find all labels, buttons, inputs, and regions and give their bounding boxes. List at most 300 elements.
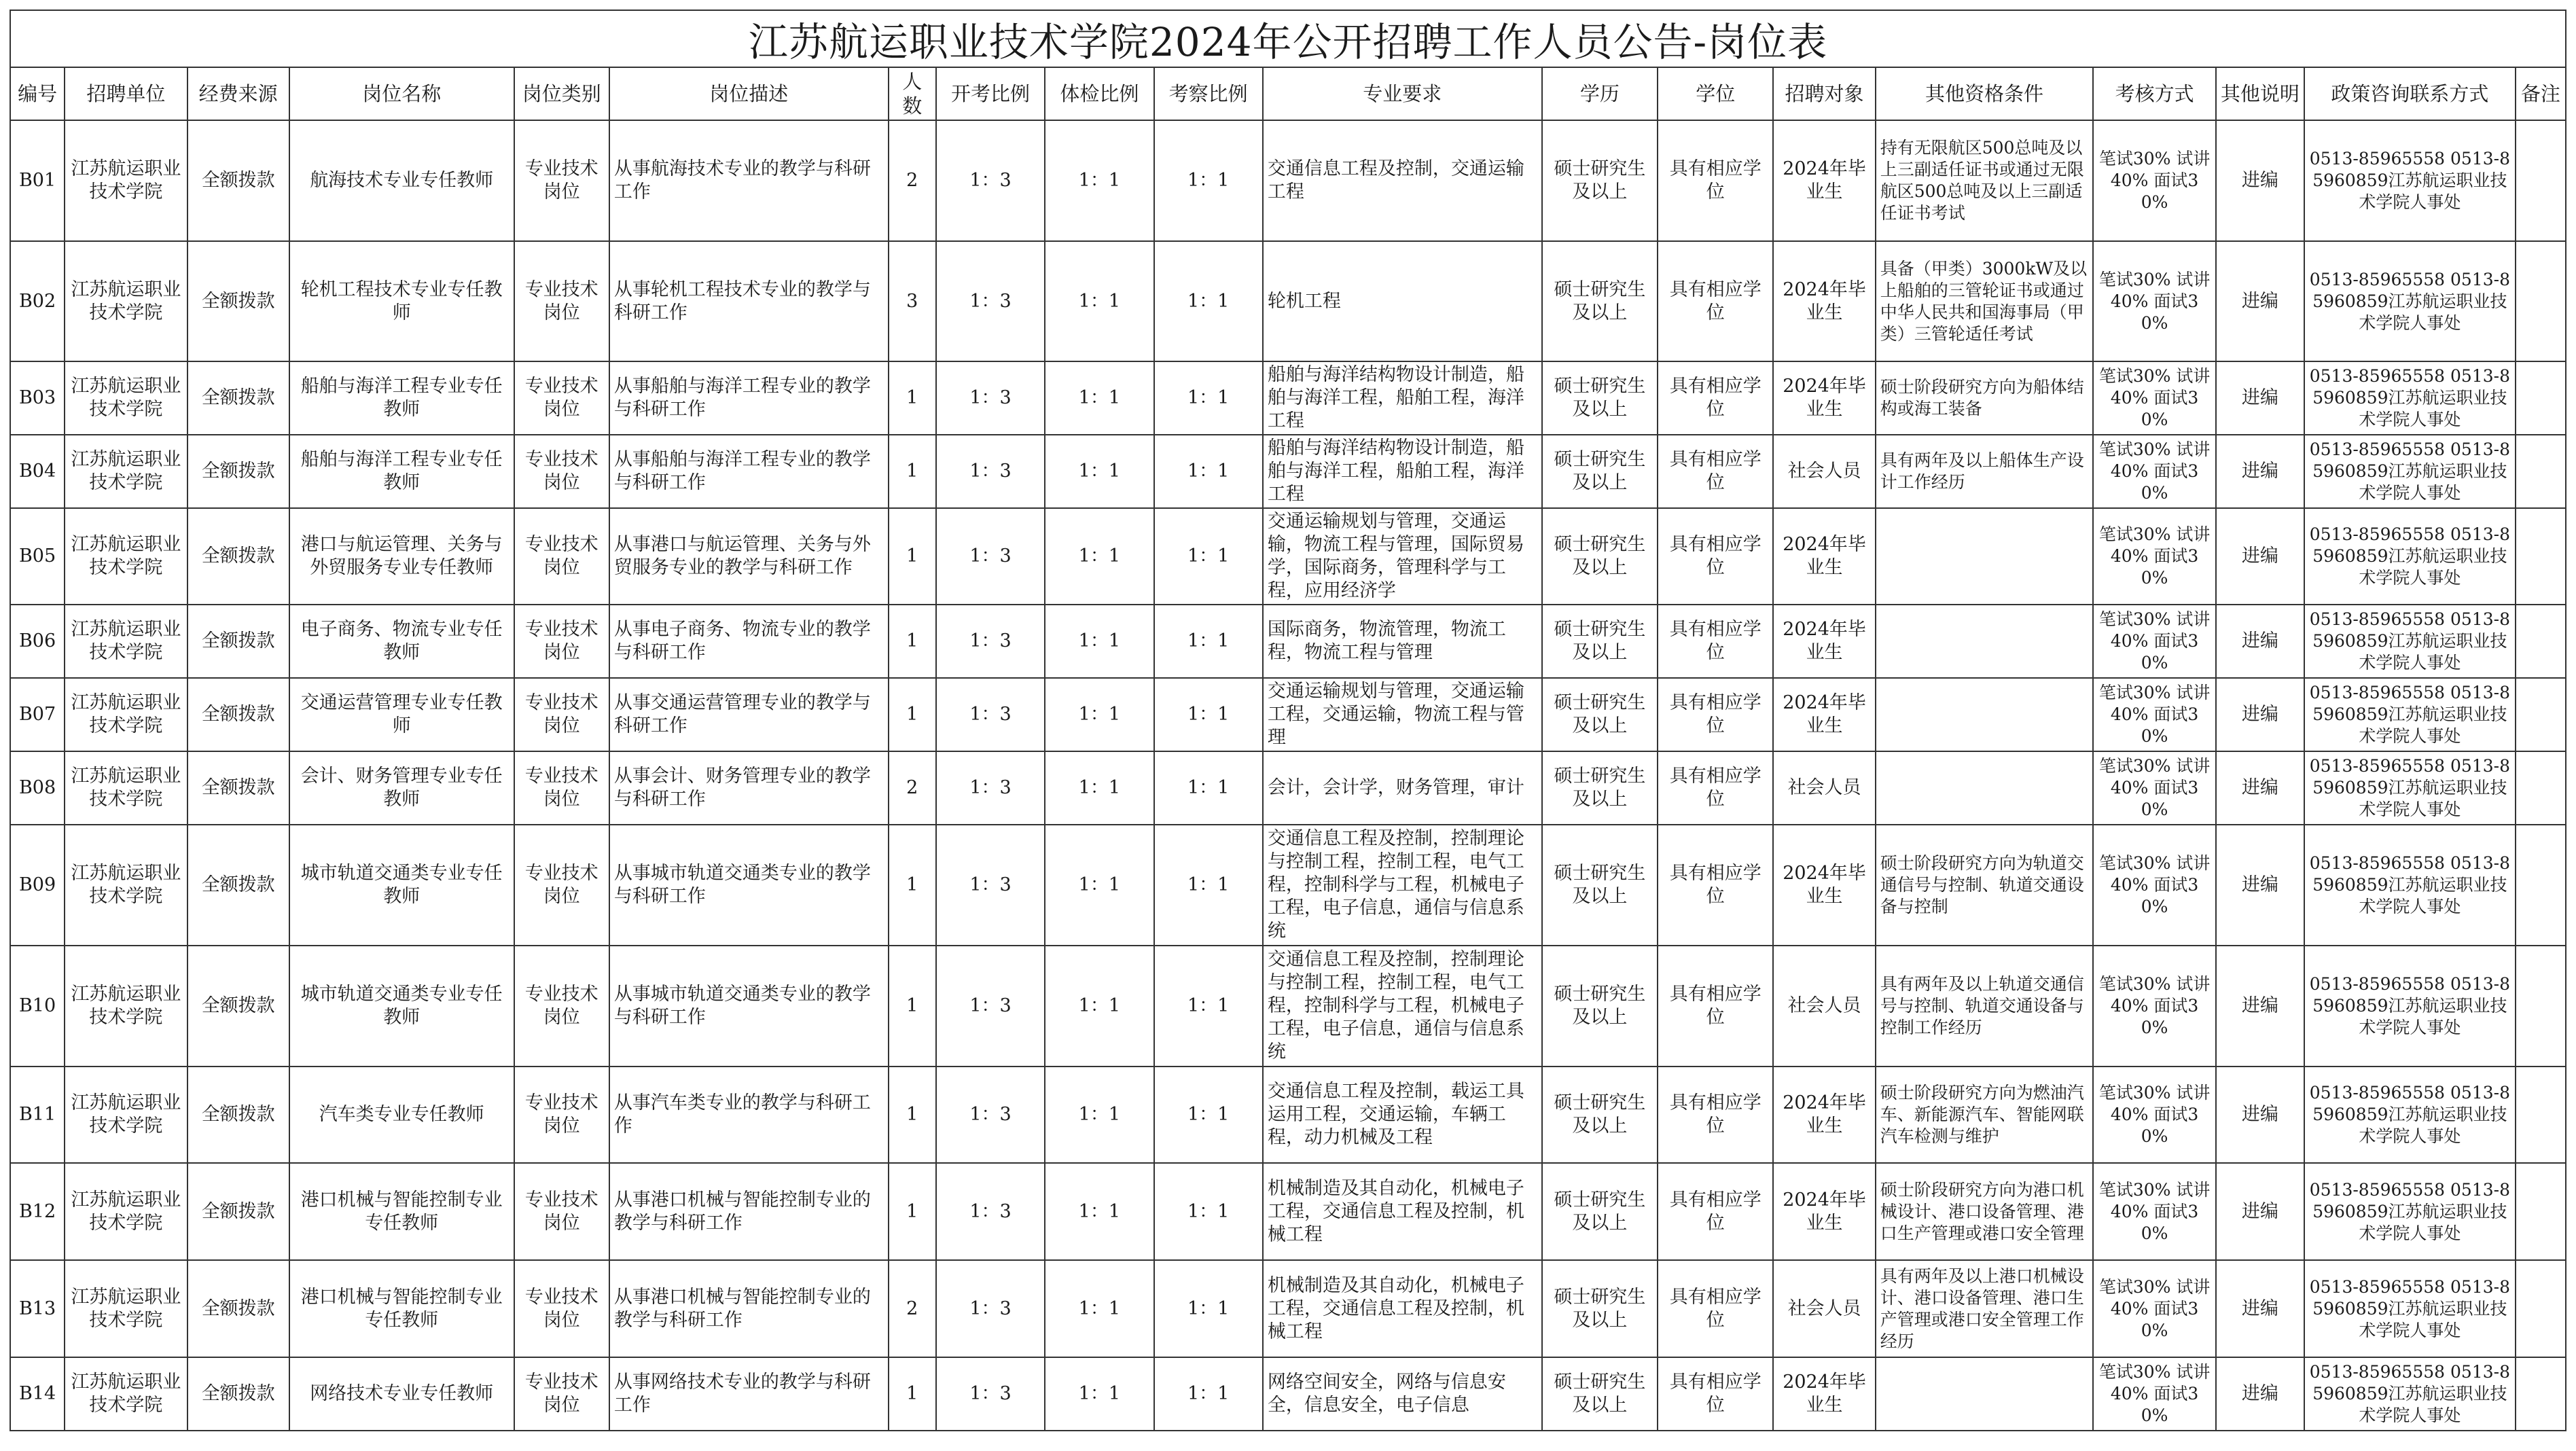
cell-funding: 全额拨款 — [187, 435, 289, 508]
cell-exam-ratio: 1：3 — [936, 508, 1045, 605]
col-header: 招聘单位 — [65, 67, 187, 120]
cell-contact: 0513-85965558 0513-85960859江苏航运职业技术学院人事处 — [2304, 1067, 2516, 1163]
cell-exam-ratio: 1：3 — [936, 241, 1045, 361]
cell-review-ratio: 1：1 — [1154, 120, 1263, 241]
cell-category: 专业技术岗位 — [514, 361, 609, 435]
cell-target: 2024年毕业生 — [1773, 241, 1875, 361]
cell-note: 进编 — [2216, 605, 2304, 678]
cell-description: 从事汽车类专业的教学与科研工作 — [609, 1067, 889, 1163]
cell-contact: 0513-85965558 0513-85960859江苏航运职业技术学院人事处 — [2304, 751, 2516, 825]
cell-degree: 具有相应学位 — [1658, 751, 1773, 825]
cell-category: 专业技术岗位 — [514, 435, 609, 508]
col-header: 备注 — [2516, 67, 2566, 120]
cell-position: 轮机工程技术专业专任教师 — [289, 241, 514, 361]
col-header: 学历 — [1542, 67, 1658, 120]
cell-id: B01 — [10, 120, 65, 241]
cell-education: 硕士研究生及以上 — [1542, 1067, 1658, 1163]
cell-other — [1876, 508, 2094, 605]
cell-contact: 0513-85965558 0513-85960859江苏航运职业技术学院人事处 — [2304, 605, 2516, 678]
cell-description: 从事城市轨道交通类专业的教学与科研工作 — [609, 946, 889, 1067]
cell-exam-ratio: 1：3 — [936, 678, 1045, 751]
cell-other — [1876, 1357, 2094, 1431]
cell-remark — [2516, 1067, 2566, 1163]
cell-unit: 江苏航运职业技术学院 — [65, 678, 187, 751]
cell-assessment: 笔试30% 试讲40% 面试30% — [2093, 751, 2215, 825]
job-table — [10, 67, 2566, 1431]
cell-contact: 0513-85965558 0513-85960859江苏航运职业技术学院人事处 — [2304, 120, 2516, 241]
cell-id: B05 — [10, 508, 65, 605]
table-row — [10, 678, 2566, 751]
cell-count: 1 — [889, 1357, 936, 1431]
cell-position: 城市轨道交通类专业专任教师 — [289, 825, 514, 946]
cell-medical-ratio: 1：1 — [1045, 678, 1153, 751]
cell-target: 2024年毕业生 — [1773, 605, 1875, 678]
cell-description: 从事航海技术专业的教学与科研工作 — [609, 120, 889, 241]
cell-count: 1 — [889, 605, 936, 678]
cell-category: 专业技术岗位 — [514, 241, 609, 361]
col-header: 编号 — [10, 67, 65, 120]
cell-education: 硕士研究生及以上 — [1542, 946, 1658, 1067]
cell-id: B06 — [10, 605, 65, 678]
cell-description: 从事电子商务、物流专业的教学与科研工作 — [609, 605, 889, 678]
cell-category: 专业技术岗位 — [514, 751, 609, 825]
table-row — [10, 120, 2566, 241]
cell-education: 硕士研究生及以上 — [1542, 605, 1658, 678]
cell-exam-ratio: 1：3 — [936, 1163, 1045, 1260]
cell-degree: 具有相应学位 — [1658, 361, 1773, 435]
cell-remark — [2516, 751, 2566, 825]
cell-target: 2024年毕业生 — [1773, 120, 1875, 241]
cell-count: 1 — [889, 1067, 936, 1163]
cell-note: 进编 — [2216, 1260, 2304, 1357]
cell-exam-ratio: 1：3 — [936, 605, 1045, 678]
col-header: 考察比例 — [1154, 67, 1263, 120]
cell-position: 交通运营管理专业专任教师 — [289, 678, 514, 751]
cell-position: 港口机械与智能控制专业专任教师 — [289, 1260, 514, 1357]
cell-assessment: 笔试30% 试讲40% 面试30% — [2093, 435, 2215, 508]
cell-education: 硕士研究生及以上 — [1542, 1260, 1658, 1357]
cell-education: 硕士研究生及以上 — [1542, 678, 1658, 751]
cell-exam-ratio: 1：3 — [936, 751, 1045, 825]
cell-exam-ratio: 1：3 — [936, 120, 1045, 241]
cell-unit: 江苏航运职业技术学院 — [65, 120, 187, 241]
cell-major: 船舶与海洋结构物设计制造，船舶与海洋工程，船舶工程，海洋工程 — [1263, 361, 1542, 435]
col-header: 岗位类别 — [514, 67, 609, 120]
table-row — [10, 946, 2566, 1067]
cell-unit: 江苏航运职业技术学院 — [65, 435, 187, 508]
cell-degree: 具有相应学位 — [1658, 508, 1773, 605]
cell-remark — [2516, 1163, 2566, 1260]
cell-id: B04 — [10, 435, 65, 508]
cell-id: B02 — [10, 241, 65, 361]
cell-category: 专业技术岗位 — [514, 946, 609, 1067]
cell-count: 2 — [889, 751, 936, 825]
cell-unit: 江苏航运职业技术学院 — [65, 1067, 187, 1163]
cell-review-ratio: 1：1 — [1154, 678, 1263, 751]
cell-contact: 0513-85965558 0513-85960859江苏航运职业技术学院人事处 — [2304, 825, 2516, 946]
cell-count: 3 — [889, 241, 936, 361]
cell-target: 2024年毕业生 — [1773, 1067, 1875, 1163]
cell-remark — [2516, 361, 2566, 435]
table-row — [10, 1163, 2566, 1260]
cell-assessment: 笔试30% 试讲40% 面试30% — [2093, 1260, 2215, 1357]
cell-funding: 全额拨款 — [187, 946, 289, 1067]
cell-category: 专业技术岗位 — [514, 508, 609, 605]
cell-note: 进编 — [2216, 508, 2304, 605]
cell-target: 2024年毕业生 — [1773, 508, 1875, 605]
cell-major: 船舶与海洋结构物设计制造，船舶与海洋工程，船舶工程，海洋工程 — [1263, 435, 1542, 508]
cell-exam-ratio: 1：3 — [936, 1067, 1045, 1163]
cell-description: 从事港口机械与智能控制专业的教学与科研工作 — [609, 1260, 889, 1357]
cell-major: 机械制造及其自动化，机械电子工程，交通信息工程及控制，机械工程 — [1263, 1163, 1542, 1260]
cell-position: 港口与航运管理、关务与外贸服务专业专任教师 — [289, 508, 514, 605]
cell-other: 硕士阶段研究方向为港口机械设计、港口设备管理、港口生产管理或港口安全管理 — [1876, 1163, 2094, 1260]
table-header-row — [10, 67, 2566, 120]
col-header: 考核方式 — [2093, 67, 2215, 120]
cell-education: 硕士研究生及以上 — [1542, 825, 1658, 946]
cell-assessment: 笔试30% 试讲40% 面试30% — [2093, 361, 2215, 435]
table-row — [10, 1357, 2566, 1431]
cell-review-ratio: 1：1 — [1154, 1357, 1263, 1431]
cell-assessment: 笔试30% 试讲40% 面试30% — [2093, 1163, 2215, 1260]
cell-education: 硕士研究生及以上 — [1542, 361, 1658, 435]
cell-funding: 全额拨款 — [187, 120, 289, 241]
cell-count: 1 — [889, 678, 936, 751]
cell-degree: 具有相应学位 — [1658, 678, 1773, 751]
cell-assessment: 笔试30% 试讲40% 面试30% — [2093, 946, 2215, 1067]
cell-remark — [2516, 678, 2566, 751]
col-header: 其他资格条件 — [1876, 67, 2094, 120]
cell-description: 从事港口机械与智能控制专业的教学与科研工作 — [609, 1163, 889, 1260]
col-header: 经费来源 — [187, 67, 289, 120]
cell-other — [1876, 678, 2094, 751]
cell-remark — [2516, 605, 2566, 678]
cell-review-ratio: 1：1 — [1154, 946, 1263, 1067]
cell-medical-ratio: 1：1 — [1045, 1163, 1153, 1260]
cell-unit: 江苏航运职业技术学院 — [65, 1357, 187, 1431]
cell-id: B10 — [10, 946, 65, 1067]
cell-other: 硕士阶段研究方向为轨道交通信号与控制、轨道交通设备与控制 — [1876, 825, 2094, 946]
cell-id: B14 — [10, 1357, 65, 1431]
cell-major: 轮机工程 — [1263, 241, 1542, 361]
cell-note: 进编 — [2216, 678, 2304, 751]
cell-contact: 0513-85965558 0513-85960859江苏航运职业技术学院人事处 — [2304, 361, 2516, 435]
cell-major: 机械制造及其自动化，机械电子工程，交通信息工程及控制，机械工程 — [1263, 1260, 1542, 1357]
cell-unit: 江苏航运职业技术学院 — [65, 605, 187, 678]
cell-other: 具有两年及以上轨道交通信号与控制、轨道交通设备与控制工作经历 — [1876, 946, 2094, 1067]
cell-assessment: 笔试30% 试讲40% 面试30% — [2093, 825, 2215, 946]
cell-description: 从事城市轨道交通类专业的教学与科研工作 — [609, 825, 889, 946]
cell-category: 专业技术岗位 — [514, 1067, 609, 1163]
cell-category: 专业技术岗位 — [514, 678, 609, 751]
cell-education: 硕士研究生及以上 — [1542, 751, 1658, 825]
cell-description: 从事船舶与海洋工程专业的教学与科研工作 — [609, 361, 889, 435]
col-header: 招聘对象 — [1773, 67, 1875, 120]
cell-note: 进编 — [2216, 1163, 2304, 1260]
cell-other: 硕士阶段研究方向为船体结构或海工装备 — [1876, 361, 2094, 435]
cell-funding: 全额拨款 — [187, 1260, 289, 1357]
cell-unit: 江苏航运职业技术学院 — [65, 241, 187, 361]
cell-degree: 具有相应学位 — [1658, 1357, 1773, 1431]
cell-count: 2 — [889, 120, 936, 241]
cell-exam-ratio: 1：3 — [936, 825, 1045, 946]
cell-other — [1876, 605, 2094, 678]
col-header: 专业要求 — [1263, 67, 1542, 120]
cell-medical-ratio: 1：1 — [1045, 361, 1153, 435]
cell-note: 进编 — [2216, 241, 2304, 361]
col-header: 政策咨询联系方式 — [2304, 67, 2516, 120]
cell-target: 2024年毕业生 — [1773, 1357, 1875, 1431]
cell-education: 硕士研究生及以上 — [1542, 1163, 1658, 1260]
cell-funding: 全额拨款 — [187, 361, 289, 435]
cell-description: 从事轮机工程技术专业的教学与科研工作 — [609, 241, 889, 361]
cell-remark — [2516, 120, 2566, 241]
cell-target: 社会人员 — [1773, 946, 1875, 1067]
cell-medical-ratio: 1：1 — [1045, 605, 1153, 678]
cell-unit: 江苏航运职业技术学院 — [65, 946, 187, 1067]
cell-contact: 0513-85965558 0513-85960859江苏航运职业技术学院人事处 — [2304, 946, 2516, 1067]
cell-degree: 具有相应学位 — [1658, 946, 1773, 1067]
cell-assessment: 笔试30% 试讲40% 面试30% — [2093, 678, 2215, 751]
cell-major: 交通运输规划与管理，交通运输工程，交通运输，物流工程与管理 — [1263, 678, 1542, 751]
cell-position: 汽车类专业专任教师 — [289, 1067, 514, 1163]
cell-remark — [2516, 825, 2566, 946]
cell-degree: 具有相应学位 — [1658, 825, 1773, 946]
table-row — [10, 435, 2566, 508]
cell-note: 进编 — [2216, 435, 2304, 508]
cell-category: 专业技术岗位 — [514, 1260, 609, 1357]
cell-note: 进编 — [2216, 1357, 2304, 1431]
cell-target: 社会人员 — [1773, 435, 1875, 508]
table-row — [10, 1067, 2566, 1163]
cell-contact: 0513-85965558 0513-85960859江苏航运职业技术学院人事处 — [2304, 1260, 2516, 1357]
cell-funding: 全额拨款 — [187, 678, 289, 751]
cell-major: 网络空间安全，网络与信息安全，信息安全，电子信息 — [1263, 1357, 1542, 1431]
cell-funding: 全额拨款 — [187, 508, 289, 605]
cell-review-ratio: 1：1 — [1154, 361, 1263, 435]
cell-count: 1 — [889, 825, 936, 946]
cell-medical-ratio: 1：1 — [1045, 946, 1153, 1067]
cell-remark — [2516, 946, 2566, 1067]
cell-education: 硕士研究生及以上 — [1542, 1357, 1658, 1431]
cell-unit: 江苏航运职业技术学院 — [65, 825, 187, 946]
cell-note: 进编 — [2216, 1067, 2304, 1163]
cell-note: 进编 — [2216, 946, 2304, 1067]
cell-count: 1 — [889, 946, 936, 1067]
cell-category: 专业技术岗位 — [514, 605, 609, 678]
cell-contact: 0513-85965558 0513-85960859江苏航运职业技术学院人事处 — [2304, 508, 2516, 605]
cell-major: 交通运输规划与管理，交通运输，物流工程与管理，国际贸易学，国际商务，管理科学与工程，应用经济学 — [1263, 508, 1542, 605]
cell-assessment: 笔试30% 试讲40% 面试30% — [2093, 508, 2215, 605]
cell-note: 进编 — [2216, 825, 2304, 946]
cell-unit: 江苏航运职业技术学院 — [65, 1260, 187, 1357]
cell-major: 交通信息工程及控制，载运工具运用工程，交通运输，车辆工程，动力机械及工程 — [1263, 1067, 1542, 1163]
table-row — [10, 361, 2566, 435]
cell-assessment: 笔试30% 试讲40% 面试30% — [2093, 605, 2215, 678]
cell-category: 专业技术岗位 — [514, 1163, 609, 1260]
table-row — [10, 1260, 2566, 1357]
cell-medical-ratio: 1：1 — [1045, 120, 1153, 241]
cell-count: 2 — [889, 1260, 936, 1357]
cell-review-ratio: 1：1 — [1154, 1067, 1263, 1163]
cell-position: 电子商务、物流专业专任教师 — [289, 605, 514, 678]
cell-degree: 具有相应学位 — [1658, 120, 1773, 241]
cell-funding: 全额拨款 — [187, 605, 289, 678]
cell-review-ratio: 1：1 — [1154, 435, 1263, 508]
cell-major: 国际商务，物流管理，物流工程，物流工程与管理 — [1263, 605, 1542, 678]
cell-description: 从事船舶与海洋工程专业的教学与科研工作 — [609, 435, 889, 508]
cell-id: B09 — [10, 825, 65, 946]
cell-unit: 江苏航运职业技术学院 — [65, 751, 187, 825]
table-row — [10, 508, 2566, 605]
cell-id: B12 — [10, 1163, 65, 1260]
cell-medical-ratio: 1：1 — [1045, 825, 1153, 946]
cell-medical-ratio: 1：1 — [1045, 1067, 1153, 1163]
cell-contact: 0513-85965558 0513-85960859江苏航运职业技术学院人事处 — [2304, 1357, 2516, 1431]
cell-other: 具备（甲类）3000kW及以上船舶的三管轮证书或通过中华人民共和国海事局（甲类）三管轮适任考试 — [1876, 241, 2094, 361]
cell-target: 社会人员 — [1773, 751, 1875, 825]
cell-review-ratio: 1：1 — [1154, 605, 1263, 678]
cell-count: 1 — [889, 508, 936, 605]
cell-description: 从事交通运营管理专业的教学与科研工作 — [609, 678, 889, 751]
cell-medical-ratio: 1：1 — [1045, 435, 1153, 508]
cell-review-ratio: 1：1 — [1154, 825, 1263, 946]
cell-assessment: 笔试30% 试讲40% 面试30% — [2093, 241, 2215, 361]
cell-other: 硕士阶段研究方向为燃油汽车、新能源汽车、智能网联汽车检测与维护 — [1876, 1067, 2094, 1163]
table-row — [10, 825, 2566, 946]
cell-medical-ratio: 1：1 — [1045, 751, 1153, 825]
cell-education: 硕士研究生及以上 — [1542, 435, 1658, 508]
cell-description: 从事港口与航运管理、关务与外贸服务专业的教学与科研工作 — [609, 508, 889, 605]
cell-description: 从事网络技术专业的教学与科研工作 — [609, 1357, 889, 1431]
page-title: 江苏航运职业技术学院2024年公开招聘工作人员公告-岗位表 — [10, 10, 2566, 67]
cell-target: 2024年毕业生 — [1773, 678, 1875, 751]
cell-education: 硕士研究生及以上 — [1542, 508, 1658, 605]
cell-position: 网络技术专业专任教师 — [289, 1357, 514, 1431]
cell-id: B07 — [10, 678, 65, 751]
cell-contact: 0513-85965558 0513-85960859江苏航运职业技术学院人事处 — [2304, 241, 2516, 361]
cell-major: 交通信息工程及控制，交通运输工程 — [1263, 120, 1542, 241]
cell-target: 2024年毕业生 — [1773, 825, 1875, 946]
cell-education: 硕士研究生及以上 — [1542, 120, 1658, 241]
cell-assessment: 笔试30% 试讲40% 面试30% — [2093, 1067, 2215, 1163]
cell-target: 2024年毕业生 — [1773, 361, 1875, 435]
cell-other: 具有两年及以上船体生产设计工作经历 — [1876, 435, 2094, 508]
cell-exam-ratio: 1：3 — [936, 361, 1045, 435]
cell-review-ratio: 1：1 — [1154, 751, 1263, 825]
col-header: 岗位描述 — [609, 67, 889, 120]
cell-target: 2024年毕业生 — [1773, 1163, 1875, 1260]
table-row — [10, 751, 2566, 825]
cell-exam-ratio: 1：3 — [936, 1260, 1045, 1357]
cell-review-ratio: 1：1 — [1154, 508, 1263, 605]
cell-id: B11 — [10, 1067, 65, 1163]
cell-medical-ratio: 1：1 — [1045, 508, 1153, 605]
cell-major: 交通信息工程及控制，控制理论与控制工程，控制工程，电气工程，控制科学与工程，机械电子工程，电子信息，通信与信息系统 — [1263, 825, 1542, 946]
cell-position: 会计、财务管理专业专任教师 — [289, 751, 514, 825]
cell-position: 城市轨道交通类专业专任教师 — [289, 946, 514, 1067]
cell-position: 港口机械与智能控制专业专任教师 — [289, 1163, 514, 1260]
cell-exam-ratio: 1：3 — [936, 435, 1045, 508]
table-row — [10, 605, 2566, 678]
cell-description: 从事会计、财务管理专业的教学与科研工作 — [609, 751, 889, 825]
cell-medical-ratio: 1：1 — [1045, 241, 1153, 361]
cell-category: 专业技术岗位 — [514, 825, 609, 946]
cell-contact: 0513-85965558 0513-85960859江苏航运职业技术学院人事处 — [2304, 1163, 2516, 1260]
table-body — [10, 120, 2566, 1431]
cell-remark — [2516, 508, 2566, 605]
cell-id: B13 — [10, 1260, 65, 1357]
cell-assessment: 笔试30% 试讲40% 面试30% — [2093, 1357, 2215, 1431]
cell-education: 硕士研究生及以上 — [1542, 241, 1658, 361]
cell-funding: 全额拨款 — [187, 241, 289, 361]
cell-degree: 具有相应学位 — [1658, 1260, 1773, 1357]
cell-position: 航海技术专业专任教师 — [289, 120, 514, 241]
cell-other: 具有两年及以上港口机械设计、港口设备管理、港口生产管理或港口安全管理工作经历 — [1876, 1260, 2094, 1357]
cell-remark — [2516, 1357, 2566, 1431]
cell-target: 社会人员 — [1773, 1260, 1875, 1357]
col-header: 体检比例 — [1045, 67, 1153, 120]
cell-note: 进编 — [2216, 751, 2304, 825]
cell-funding: 全额拨款 — [187, 825, 289, 946]
cell-review-ratio: 1：1 — [1154, 1163, 1263, 1260]
cell-degree: 具有相应学位 — [1658, 1067, 1773, 1163]
cell-category: 专业技术岗位 — [514, 120, 609, 241]
cell-funding: 全额拨款 — [187, 1163, 289, 1260]
cell-remark — [2516, 435, 2566, 508]
cell-unit: 江苏航运职业技术学院 — [65, 508, 187, 605]
cell-unit: 江苏航运职业技术学院 — [65, 1163, 187, 1260]
cell-degree: 具有相应学位 — [1658, 1163, 1773, 1260]
cell-degree: 具有相应学位 — [1658, 435, 1773, 508]
cell-exam-ratio: 1：3 — [936, 1357, 1045, 1431]
cell-category: 专业技术岗位 — [514, 1357, 609, 1431]
cell-contact: 0513-85965558 0513-85960859江苏航运职业技术学院人事处 — [2304, 435, 2516, 508]
cell-exam-ratio: 1：3 — [936, 946, 1045, 1067]
col-header: 学位 — [1658, 67, 1773, 120]
cell-id: B03 — [10, 361, 65, 435]
cell-position: 船舶与海洋工程专业专任教师 — [289, 435, 514, 508]
col-header: 开考比例 — [936, 67, 1045, 120]
job-table-sheet — [10, 10, 2566, 1431]
cell-other: 持有无限航区500总吨及以上三副适任证书或通过无限航区500总吨及以上三副适任证书考试 — [1876, 120, 2094, 241]
cell-count: 1 — [889, 1163, 936, 1260]
table-row — [10, 241, 2566, 361]
cell-position: 船舶与海洋工程专业专任教师 — [289, 361, 514, 435]
col-header: 其他说明 — [2216, 67, 2304, 120]
cell-review-ratio: 1：1 — [1154, 1260, 1263, 1357]
cell-medical-ratio: 1：1 — [1045, 1260, 1153, 1357]
cell-degree: 具有相应学位 — [1658, 241, 1773, 361]
cell-funding: 全额拨款 — [187, 751, 289, 825]
cell-assessment: 笔试30% 试讲40% 面试30% — [2093, 120, 2215, 241]
cell-id: B08 — [10, 751, 65, 825]
cell-funding: 全额拨款 — [187, 1067, 289, 1163]
cell-unit: 江苏航运职业技术学院 — [65, 361, 187, 435]
cell-other — [1876, 751, 2094, 825]
cell-funding: 全额拨款 — [187, 1357, 289, 1431]
cell-count: 1 — [889, 361, 936, 435]
cell-count: 1 — [889, 435, 936, 508]
cell-remark — [2516, 241, 2566, 361]
cell-review-ratio: 1：1 — [1154, 241, 1263, 361]
cell-contact: 0513-85965558 0513-85960859江苏航运职业技术学院人事处 — [2304, 678, 2516, 751]
cell-major: 交通信息工程及控制，控制理论与控制工程，控制工程，电气工程，控制科学与工程，机械电子工程，电子信息，通信与信息系统 — [1263, 946, 1542, 1067]
cell-degree: 具有相应学位 — [1658, 605, 1773, 678]
cell-major: 会计，会计学，财务管理，审计 — [1263, 751, 1542, 825]
cell-note: 进编 — [2216, 120, 2304, 241]
col-header: 人数 — [889, 67, 936, 120]
